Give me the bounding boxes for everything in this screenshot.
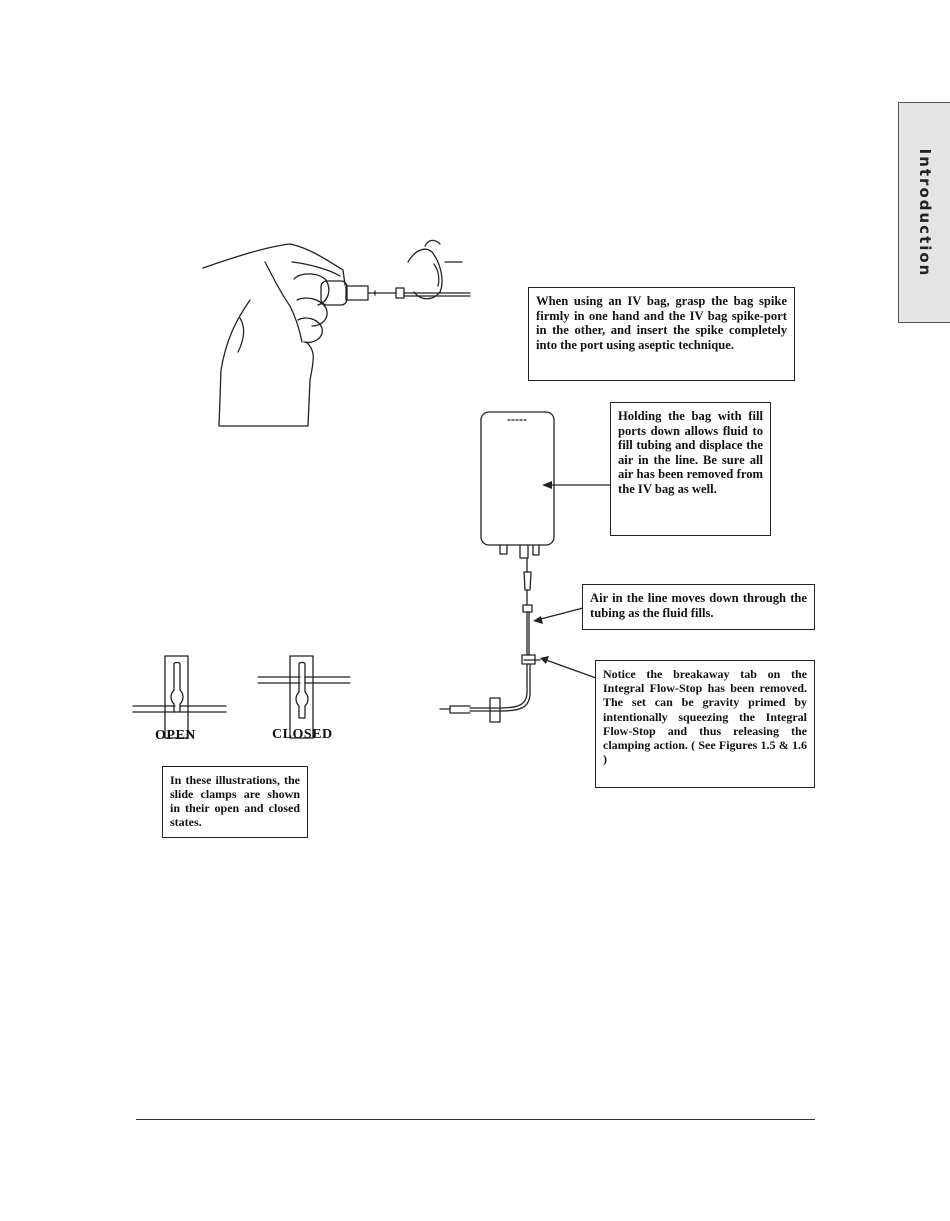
section-tab-label: Introduction (916, 148, 934, 277)
air-in-line-callout: Air in the line moves down through the tubing as the fluid fills. (582, 584, 815, 630)
arrow-head-bag (542, 481, 552, 489)
footer-rule (136, 1119, 815, 1120)
arrow-head-air (533, 616, 543, 624)
spike-instruction-callout: When using an IV bag, grasp the bag spike firmly in one hand and the IV bag spike-port in the other, and insert the spike completely into the port using aseptic technique. (528, 287, 795, 381)
hand-spike-illustration (203, 240, 470, 426)
open-label: OPEN (155, 728, 196, 743)
clamp-open-illustration (133, 656, 226, 738)
arrow-to-air (537, 608, 583, 620)
iv-bag-illustration (440, 412, 554, 722)
arrow-to-flowstop (546, 660, 596, 678)
closed-label: CLOSED (272, 727, 333, 742)
clamp-closed-illustration (258, 656, 350, 738)
bag-fill-callout: Holding the bag with fill ports down allows fluid to fill tubing and displace the air in the line. Be sure all air has been removed from the IV bag as well. (610, 402, 771, 536)
slide-clamps-callout: In these illustrations, the slide clamps are shown in their open and closed states. (162, 766, 308, 838)
breakaway-tab-callout: Notice the breakaway tab on the Integral Flow-Stop has been removed. The set can be gravity primed by intentionally squeezing the Integral Flow-Stop and thus releasing the clamping action. ( See Figures 1.5 & 1.6 ) (595, 660, 815, 788)
